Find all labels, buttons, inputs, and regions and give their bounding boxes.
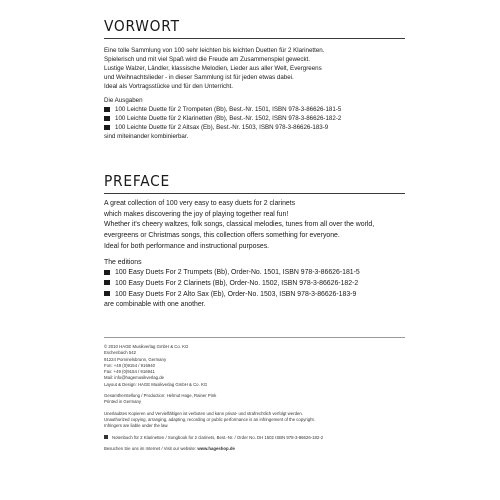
imprint-address-line: © 2010 HAGE Musikverlag GmbH & Co. KG [104,344,189,349]
preface-heading: PREFACE [104,172,171,190]
preface-edition-item [104,290,444,301]
vorwort-rule [104,38,405,39]
imprint-visit-line [104,446,444,452]
bullet-icon [104,280,110,285]
vorwort-edition-text: 100 Leichte Duette für 2 Altsax (Eb), Best.-Nr. 1503, ISBN 978-3-86626-183-9 [115,124,329,131]
imprint-legal-line: Infringers are liable under the law. [104,423,169,429]
imprint-notebook-line [104,435,444,441]
vorwort-section [104,46,444,141]
imprint-legal-line: Unauthorized copying, arranging, adapting, recording or public performance is an infringement of the copyright. [104,416,315,422]
preface-closing: are combinable with one another. [104,301,206,309]
bullet-icon [104,116,110,121]
imprint-notebook-text: Notenbuch für 2 Klarinetten / Songbook for 2 clarinets, Best.-Nr. / Order No. DH 1502 ISBN 978-3-86626-182-2 [112,434,324,440]
imprint-section [104,344,444,452]
preface-paragraph-line: Whether it's cheery waltzes, folk songs, classical melodies, tunes from all over the world, [104,221,375,229]
preface-paragraph-line: evergreens or Christmas songs, this collection offers something for everyone. [104,232,340,240]
vorwort-paragraph-line: und Weihnachtslieder - in dieser Sammlung ist für jeden etwas dabei. [104,74,294,81]
imprint-address-line: Fax: +49 (0)9154 / 916941 [104,369,155,375]
bullet-icon [104,435,108,439]
vorwort-paragraph-line: Eine tolle Sammlung von 100 sehr leichten bis leichten Duetten für 2 Klarinetten. [104,47,325,54]
imprint-address-line: Eschenbach 542 [104,350,137,356]
vorwort-edition-item [104,123,444,132]
vorwort-edition-text: 100 Leichte Duette für 2 Trompeten (Bb), Best.-Nr. 1501, ISBN 978-3-86626-181-5 [115,106,342,113]
preface-section [104,199,444,311]
preface-edition-text: 100 Easy Duets For 2 Alto Sax (Eb), Order-No. 1503, ISBN 978-3-86626-183-9 [115,290,357,298]
preface-edition-text: 100 Easy Duets For 2 Clarinets (Bb), Order-No. 1502, ISBN 978-3-86626-182-2 [115,279,359,287]
bullet-icon [104,107,110,112]
bullet-icon [104,270,110,275]
vorwort-paragraph-line: Ideal als Vortragsstücke und für den Unterricht. [104,83,233,90]
imprint-address-line: 91224 Pommelsbrunn, Germany [104,356,167,362]
preface-edition-item [104,279,444,290]
imprint-legal-line: Unerlaubtes Kopieren und Vervielfältigen ist verboten und kann privat- und strafrechtlich verfolgt werden. [104,410,303,416]
vorwort-paragraph-line: Spielerisch und mit viel Spaß wird die Freude am Zusammenspiel geweckt. [104,56,310,63]
vorwort-edition-item [104,105,444,114]
imprint-rule [104,337,405,338]
preface-paragraph-line: Ideal for both performance and instructional purposes. [104,242,270,250]
imprint-production-line: Gesamtherstellung / Production: Helmut Hage, Rainer Pink [104,393,217,399]
preface-rule [104,193,405,194]
bullet-icon [104,291,110,296]
imprint-address-line: Fon: +49 (0)9154 / 916940 [104,362,156,368]
vorwort-edition-item [104,114,444,123]
vorwort-heading: VORWORT [104,17,180,35]
preface-editions-label: The editions [104,258,142,266]
preface-paragraph-line: which makes discovering the joy of playing together real fun! [104,210,289,218]
vorwort-edition-text: 100 Leichte Duette für 2 Klarinetten (Bb), Best.-Nr. 1502, ISBN 978-3-86626-182-2 [115,115,342,122]
preface-edition-item [104,268,444,279]
imprint-production-line: Printed in Germany [104,399,142,405]
imprint-address-line: Mail: info@hagemusikverlag.de [104,375,165,381]
vorwort-editions-label: Die Ausgaben [104,97,143,104]
bullet-icon [104,125,110,130]
website-link[interactable]: www.hageshop.de [197,445,235,451]
imprint-visit-prefix: Besuchen Sie uns im Internet / Visit our website: [104,445,198,451]
imprint-address-line: Layout & Design: HAGE Musikverlag GmbH & Co. KG [104,381,208,387]
preface-edition-text: 100 Easy Duets For 2 Trumpets (Bb), Order-No. 1501, ISBN 978-3-86626-181-5 [115,269,360,277]
vorwort-closing: sind miteinander kombinierbar. [104,133,189,140]
preface-paragraph-line: A great collection of 100 very easy to easy duets for 2 clarinets [104,200,296,207]
vorwort-paragraph-line: Lustige Walzer, Ländler, klassische Melodien, Lieder aus aller Welt, Evergreens [104,65,322,72]
